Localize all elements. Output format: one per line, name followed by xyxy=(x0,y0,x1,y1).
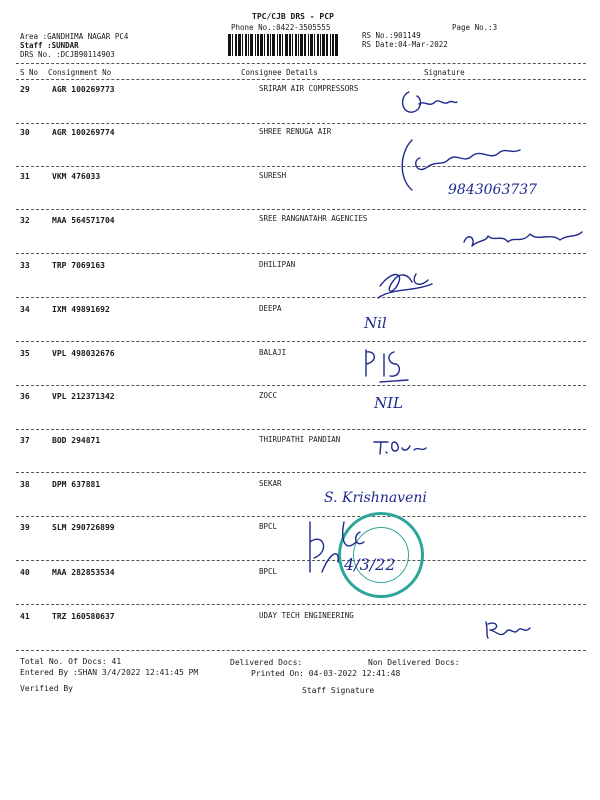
row-consignee: BALAJI xyxy=(259,348,287,357)
row-divider xyxy=(16,385,586,386)
rs-date: RS Date:04-Mar-2022 xyxy=(362,40,448,49)
row-consignee: SHREE RENUGA AIR xyxy=(259,127,332,136)
row-consignee: SREE RANGNATAHR AGENCIES xyxy=(259,214,368,223)
row-consignee: SRIRAM AIR COMPRESSORS xyxy=(259,84,359,93)
header-divider-top xyxy=(16,63,586,64)
row-divider xyxy=(16,123,586,124)
column-sno: S No xyxy=(20,68,39,77)
row-consignment: VPL 212371342 xyxy=(52,392,115,401)
row-sno: 30 xyxy=(20,128,30,137)
row-consignment: BOD 294871 xyxy=(52,436,101,445)
signature-row-35 xyxy=(360,346,420,386)
handwritten-date: 4/3/22 xyxy=(344,555,396,574)
column-consignment: Consignment No xyxy=(48,68,112,77)
row-sno: 35 xyxy=(20,349,30,358)
row-divider xyxy=(16,429,586,430)
signature-row-38 xyxy=(322,482,502,512)
signature-row-39-40 xyxy=(300,512,410,592)
row-sno: 40 xyxy=(20,568,30,577)
signature-row-36 xyxy=(370,384,450,416)
signature-row-33 xyxy=(372,262,452,304)
printed-on: Printed On: 04-03-2022 12:41:48 xyxy=(251,669,401,678)
signature-row-34 xyxy=(360,306,420,338)
phone-number: Phone No.:0422-3505555 xyxy=(231,23,331,32)
staff-signature: Staff Signature xyxy=(302,686,375,695)
header-divider-bottom xyxy=(16,79,586,80)
handwritten-nil-2: NIL xyxy=(374,394,404,412)
handwritten-name: S. Krishnaveni xyxy=(324,490,427,506)
barcode xyxy=(228,34,358,56)
row-sno: 37 xyxy=(20,436,30,445)
row-sno: 32 xyxy=(20,216,30,225)
row-consignment: AGR 100269774 xyxy=(52,128,115,137)
signature-row-37 xyxy=(370,436,440,460)
document-title: TPC/CJB DRS - PCP xyxy=(252,12,334,21)
row-consignment: VPL 498032676 xyxy=(52,349,115,358)
row-divider xyxy=(16,209,586,210)
non-delivered-docs: Non Delivered Docs: xyxy=(368,658,460,667)
rs-number: RS No.:901149 xyxy=(362,31,421,40)
row-divider xyxy=(16,472,586,473)
row-consignee: SEKAR xyxy=(259,479,282,488)
row-divider xyxy=(16,297,586,298)
row-consignment: TRP 7069163 xyxy=(52,261,105,270)
column-consignee: Consignee Details xyxy=(241,68,318,77)
row-consignee: UDAY TECH ENGINEERING xyxy=(259,611,354,620)
entered-by: Entered By :SHAN 3/4/2022 12:41:45 PM xyxy=(20,668,199,677)
handwritten-nil: Nil xyxy=(364,314,387,332)
row-consignee: DEEPA xyxy=(259,304,282,313)
row-sno: 41 xyxy=(20,612,30,621)
row-consignee: ZOCC xyxy=(259,391,278,400)
row-consignee: SURESH xyxy=(259,171,287,180)
row-divider xyxy=(16,341,586,342)
column-signature: Signature xyxy=(424,68,465,77)
row-consignment: AGR 100269773 xyxy=(52,85,115,94)
row-consignment: MAA 282853534 xyxy=(52,568,115,577)
row-consignee: BPCL xyxy=(259,567,278,576)
table-bottom-divider xyxy=(16,650,586,651)
row-consignment: SLM 290726899 xyxy=(52,523,115,532)
row-consignment: VKM 476033 xyxy=(52,172,101,181)
row-consignment: DPM 637881 xyxy=(52,480,101,489)
delivered-docs: Delivered Docs: xyxy=(230,658,303,667)
row-consignee: THIRUPATHI PANDIAN xyxy=(259,435,341,444)
row-consignment: IXM 49891692 xyxy=(52,305,110,314)
area-label: Area :GANDHIMA NAGAR PC4 xyxy=(20,32,129,41)
total-docs: Total No. Of Docs: 41 xyxy=(20,657,122,666)
staff-label: Staff :SUNDAR xyxy=(20,41,79,50)
row-sno: 38 xyxy=(20,480,30,489)
row-sno: 29 xyxy=(20,85,30,94)
row-consignment: MAA 564571704 xyxy=(52,216,115,225)
row-sno: 39 xyxy=(20,523,30,532)
verified-by: Verified By xyxy=(20,684,73,693)
row-sno: 36 xyxy=(20,392,30,401)
signature-row-30 xyxy=(390,138,590,200)
signature-row-29 xyxy=(395,86,465,126)
drs-number: DRS No. :DCJB90114903 xyxy=(20,50,115,59)
signature-row-32 xyxy=(460,222,590,262)
row-consignment: TRZ 160580637 xyxy=(52,612,115,621)
signature-row-41 xyxy=(480,616,540,642)
row-sno: 31 xyxy=(20,172,30,181)
handwritten-phone: 9843063737 xyxy=(448,182,538,198)
row-sno: 34 xyxy=(20,305,30,314)
row-consignee: DHILIPAN xyxy=(259,260,296,269)
page-number: Page No.:3 xyxy=(452,23,498,32)
row-divider xyxy=(16,604,586,605)
row-consignee: BPCL xyxy=(259,522,278,531)
row-sno: 33 xyxy=(20,261,30,270)
